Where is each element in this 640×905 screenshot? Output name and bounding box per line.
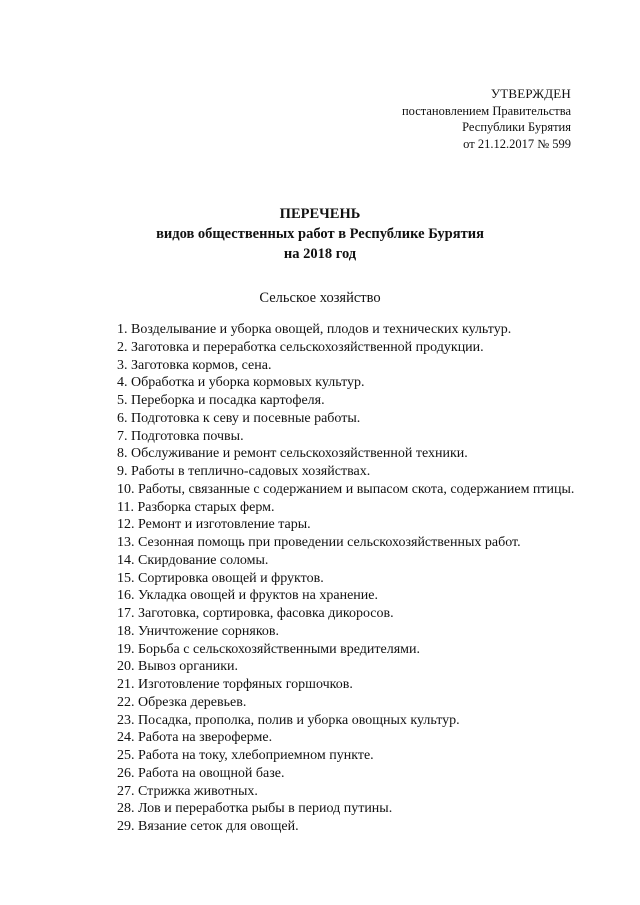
- list-item: 8. Обслуживание и ремонт сельскохозяйственной техники.: [117, 446, 468, 462]
- list-item: 17. Заготовка, сортировка, фасовка дикоросов.: [117, 606, 394, 621]
- list-item: 28. Лов и переработка рыбы в период путины.: [117, 801, 393, 817]
- list-item: 4. Обработка и уборка кормовых культур.: [117, 375, 365, 391]
- title-line-1: ПЕРЕЧЕНЬ: [279, 206, 361, 222]
- list-item: 20. Вывоз органики.: [117, 659, 239, 675]
- list-item: 14. Скирдование соломы.: [117, 552, 269, 568]
- list-item: 23. Посадка, прополка, полив и уборка овощных культур.: [117, 712, 460, 728]
- approval-authority: постановлением Правительства: [401, 103, 571, 118]
- list-item: 3. Заготовка кормов, сена.: [117, 357, 272, 373]
- list-item: 6. Подготовка к севу и посевные работы.: [117, 410, 361, 426]
- list-item: 29. Вязание сеток для овощей.: [117, 819, 299, 834]
- list-item: 25. Работа на току, хлебоприемном пункте.: [117, 748, 374, 763]
- list-item: 10. Работы, связанные с содержанием и выпасом скота, содержанием птицы.: [117, 481, 575, 497]
- list-item: 1. Возделывание и уборка овощей, плодов и технических культур.: [117, 322, 512, 337]
- list-item: 5. Переборка и посадка картофеля.: [117, 393, 325, 408]
- list-item: 12. Ремонт и изготовление тары.: [117, 517, 311, 533]
- approval-block: [311, 86, 571, 152]
- list-item: 18. Уничтожение сорняков.: [117, 623, 280, 639]
- list-item: 7. Подготовка почвы.: [117, 428, 244, 444]
- list-item: 15. Сортировка овощей и фруктов.: [117, 570, 324, 586]
- approval-stamp: УТВЕРЖДЕН: [490, 86, 571, 101]
- section-heading: Сельское хозяйство: [259, 290, 381, 306]
- list-item: 26. Работа на овощной базе.: [117, 765, 285, 781]
- list-item: 24. Работа на звероферме.: [117, 730, 273, 746]
- title-line-3: на 2018 год: [283, 246, 357, 262]
- approval-region: Республики Бурятия: [462, 120, 571, 134]
- list-item: 22. Обрезка деревьев.: [117, 694, 247, 710]
- list-item: 2. Заготовка и переработка сельскохозяйственной продукции.: [117, 339, 484, 355]
- list-item: 27. Стрижка животных.: [117, 783, 258, 799]
- title-line-2: видов общественных работ в Республике Бурятия: [156, 226, 484, 242]
- list-item: 19. Борьба с сельскохозяйственными вредителями.: [117, 641, 421, 657]
- list-item: 9. Работы в теплично-садовых хозяйствах.: [117, 464, 371, 479]
- list-item: 16. Укладка овощей и фруктов на хранение.: [117, 588, 378, 604]
- list-item: 21. Изготовление торфяных горшочков.: [117, 677, 353, 692]
- list-item: 11. Разборка старых ферм.: [117, 499, 275, 515]
- approval-date-number: от 21.12.2017 № 599: [463, 136, 571, 151]
- work-types-list: [85, 321, 577, 836]
- document-title: [0, 204, 640, 264]
- list-item: 13. Сезонная помощь при проведении сельскохозяйственных работ.: [117, 535, 521, 550]
